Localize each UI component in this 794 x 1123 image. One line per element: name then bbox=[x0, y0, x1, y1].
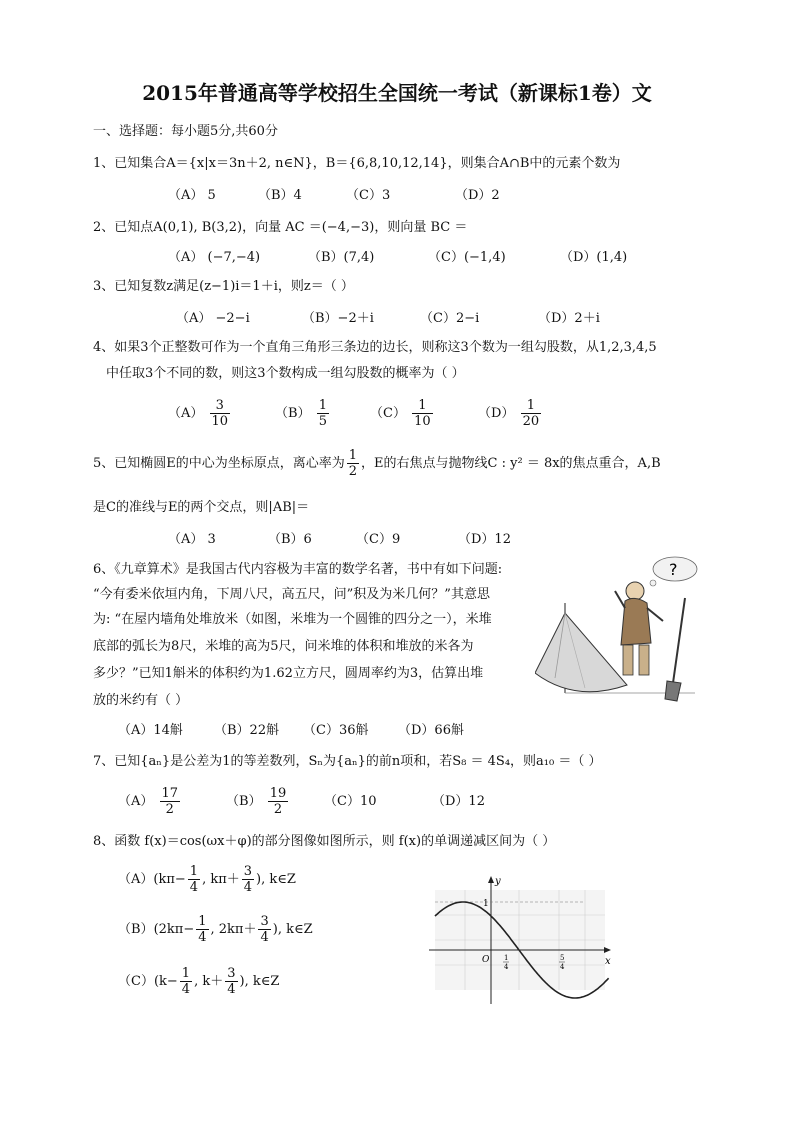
x-tick-1-4 bbox=[503, 954, 509, 971]
question-5-stem-line2: 是C的准线与E的两个交点，则|AB|＝ bbox=[93, 500, 310, 515]
question-8-stem: 8、函数 f(x)＝cos(ωx＋φ)的部分图像如图所示，则 f(x)的单调递减区间为（ ） bbox=[93, 834, 556, 849]
fraction: $\frac{3}{4}$ bbox=[260, 914, 269, 945]
fraction: $\frac{3}{4}$ bbox=[227, 966, 236, 997]
q5-option-a: （A） 3 bbox=[168, 532, 216, 547]
q6-option-c: （C）36斛 bbox=[303, 723, 369, 738]
q3-option-d: （D）2＋i bbox=[538, 311, 600, 326]
fraction: $\frac{1}{5}$ bbox=[318, 398, 327, 429]
q3-option-b: （B）−2＋i bbox=[302, 311, 374, 326]
question-1-stem: 1、已知集合A＝{x|x＝3n＋2, n∈N}，B＝{6,8,10,12,14}，则集合A∩B中的元素个数为 bbox=[93, 156, 621, 171]
question-6-line1: 6、《九章算术》是我国古代内容极为丰富的数学名著，书中有如下问题: bbox=[93, 562, 503, 577]
y-tick-label: 1 bbox=[483, 899, 489, 909]
q4-option-c: （C） $\frac{1}{10}$ bbox=[370, 398, 431, 429]
fraction: $\frac{1}{10}$ bbox=[414, 398, 431, 429]
q7-option-b: （B） $\frac{19}{2}$ bbox=[226, 786, 287, 817]
fraction: $\frac{1}{2}$ bbox=[348, 448, 358, 479]
question-6-line2: “今有委米依垣内角，下周八尺，高五尺，问”积及为米几何？”其意思 bbox=[93, 587, 490, 602]
fraction: $\frac{19}{2}$ bbox=[269, 786, 287, 817]
x-axis-label: x bbox=[605, 956, 611, 967]
q5-option-c: （C）9 bbox=[356, 532, 401, 547]
q3-option-a: （A） −2−i bbox=[176, 311, 250, 326]
q4-option-b: （B） $\frac{1}{5}$ bbox=[275, 398, 327, 429]
question-4-stem-line1: 4、如果3个正整数可作为一个直角三角形三条边的边长，则称这3个数为一组勾股数，从1,2,3,4,5 bbox=[93, 340, 657, 355]
svg-text:4: 4 bbox=[504, 963, 509, 971]
q2-option-d: （D）(1,4) bbox=[560, 250, 628, 265]
q4-option-d: （D） $\frac{1}{20}$ bbox=[478, 398, 540, 429]
question-7-stem: 7、已知{aₙ}是公差为1的等差数列，Sₙ为{aₙ}的前n项和，若S₈ ＝ 4S₄，则a₁₀ ＝（ ） bbox=[93, 754, 602, 769]
q8-option-a: （A）(kπ− $\frac{1}{4}$ , kπ＋ $\frac{3}{4}$ ), k∈Z bbox=[118, 864, 296, 895]
question-6-line4: 底部的弧长为8尺，米堆的高为5尺，问米堆的体积和堆放的米各为 bbox=[93, 639, 474, 654]
question-3-stem: 3、已知复数z满足(z−1)i＝1＋i，则z＝（ ） bbox=[93, 279, 354, 294]
fraction: $\frac{3}{10}$ bbox=[211, 398, 229, 429]
page-title: 2015年普通高等学校招生全国统一考试（新课标1卷）文 bbox=[142, 81, 652, 105]
q7-option-c: （C）10 bbox=[324, 794, 377, 809]
q4-option-a: （A） $\frac{3}{10}$ bbox=[168, 398, 229, 429]
cosine-graph-figure bbox=[425, 870, 615, 1010]
fraction: $\frac{17}{2}$ bbox=[161, 786, 179, 817]
q8-option-c: （C）(k− $\frac{1}{4}$ , k＋ $\frac{3}{4}$ ), k∈Z bbox=[118, 966, 280, 997]
q7-option-d: （D）12 bbox=[432, 794, 485, 809]
fraction: $\frac{1}{4}$ bbox=[198, 914, 207, 945]
y-axis-label: y bbox=[495, 876, 501, 887]
question-6-line3: 为: “在屋内墙角处堆放米（如图，米堆为一个圆锥的四分之一），米堆 bbox=[93, 612, 492, 627]
q1-option-d: （D）2 bbox=[455, 188, 500, 203]
question-mark: ? bbox=[669, 560, 678, 579]
svg-text:4: 4 bbox=[560, 963, 565, 971]
q5-option-d: （D）12 bbox=[458, 532, 511, 547]
q6-option-a: （A）14斛 bbox=[118, 723, 183, 738]
question-4-stem-line2: 中任取3个不同的数，则这3个数构成一组勾股数的概率为（ ） bbox=[106, 366, 465, 381]
q1-option-b: （B）4 bbox=[258, 188, 302, 203]
x-tick-5-4 bbox=[559, 954, 565, 971]
q2-option-c: （C）(−1,4) bbox=[428, 250, 506, 265]
q5-option-b: （B）6 bbox=[268, 532, 312, 547]
question-5-stem: 5、已知椭圆E的中心为坐标原点，离心率为 $\frac{1}{2}$ ，E的右焦点与抛物线C : y² ＝ 8x的焦点重合，A,B bbox=[93, 448, 661, 479]
q3-option-c: （C）2−i bbox=[420, 311, 480, 326]
fraction: $\frac{1}{20}$ bbox=[522, 398, 540, 429]
fraction: $\frac{1}{4}$ bbox=[189, 864, 199, 895]
svg-text:5: 5 bbox=[560, 954, 565, 962]
q7-option-a: （A） $\frac{17}{2}$ bbox=[118, 786, 179, 817]
rice-pile-illustration bbox=[535, 553, 705, 713]
section-header: 一、选择题：每小题5分,共60分 bbox=[93, 124, 278, 139]
q1-option-c: （C）3 bbox=[346, 188, 391, 203]
question-6-line6: 放的米约有（ ） bbox=[93, 693, 189, 708]
q6-option-b: （B）22斛 bbox=[214, 723, 280, 738]
svg-text:1: 1 bbox=[504, 954, 509, 962]
q6-option-d: （D）66斛 bbox=[398, 723, 464, 738]
q1-option-a: （A） 5 bbox=[168, 188, 216, 203]
origin-label: O bbox=[482, 955, 490, 965]
question-6-line5: 多少？”已知1斛米的体积约为1.62立方尺，圆周率约为3，估算出堆 bbox=[93, 666, 484, 681]
question-2-stem: 2、已知点A(0,1), B(3,2)，向量 AC ＝(−4,−3)，则向量 BC ＝ bbox=[93, 220, 468, 235]
q2-option-a: （A） (−7,−4) bbox=[168, 250, 261, 265]
q2-option-b: （B）(7,4) bbox=[308, 250, 375, 265]
fraction: $\frac{3}{4}$ bbox=[243, 864, 253, 895]
q8-option-b: （B）(2kπ− $\frac{1}{4}$ , 2kπ＋ $\frac{3}{4}$ ), k∈Z bbox=[118, 914, 313, 945]
fraction: $\frac{1}{4}$ bbox=[181, 966, 191, 997]
